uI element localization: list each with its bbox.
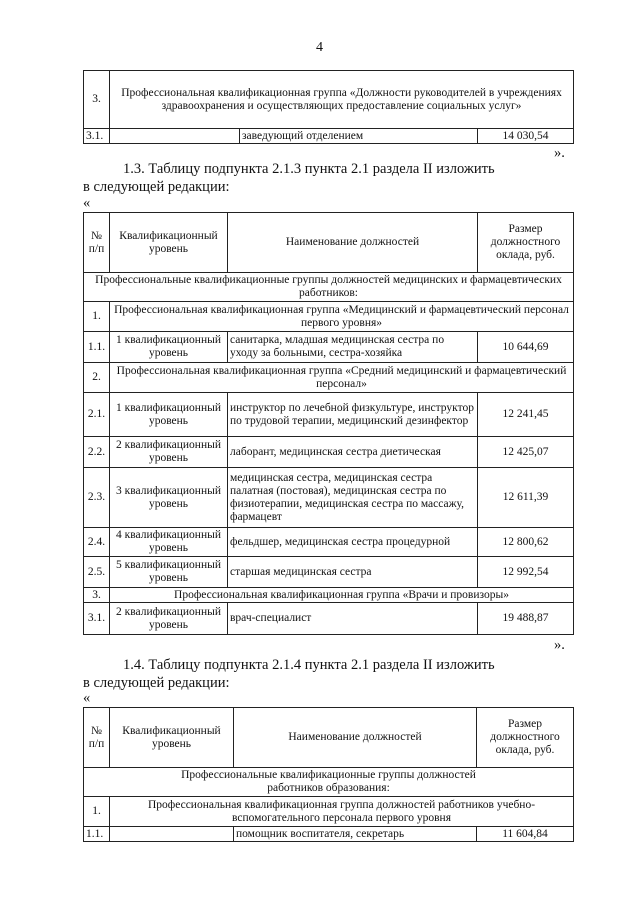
group-row (84, 363, 574, 393)
row-level: 2 квалификационный уровень (110, 437, 228, 468)
paragraph-line: 1.4. Таблицу подпункта 2.1.4 пункта 2.1 раздела II изложить (123, 657, 495, 673)
row-position: медицинская сестра, медицинская сестра палатная (постовая), медицинская сестра по физиотерапии, медицинская сестра по массажу, фармацевт (228, 468, 478, 528)
group-title: Профессиональная квалификационная группа «Средний медицинский и фармацевтический персонал» (110, 363, 574, 393)
row-position: заведующий отделением (240, 129, 478, 144)
group-row (84, 302, 574, 332)
closing-quote: ». (554, 637, 565, 653)
row-position: инструктор по лечебной физкультуре, инструктор по трудовой терапии, медицинский дезинфектор (228, 393, 478, 437)
header-position: Наименование должностей (234, 708, 477, 768)
group-row (84, 588, 574, 603)
table-row (84, 528, 574, 557)
row-position: помощник воспитателя, секретарь (234, 827, 477, 842)
row-salary: 10 644,69 (478, 332, 574, 363)
header-level: Квалификационный уровень (110, 213, 228, 273)
row-position: санитарка, младшая медицинская сестра по уходу за больными, сестра-хозяйка (228, 332, 478, 363)
table-row (84, 603, 574, 635)
group-title: Профессиональная квалификационная группа должностей работников учебно-вспомогательного персонала первого уровня (110, 797, 574, 827)
group-number: 3. (84, 71, 110, 129)
table-row (84, 393, 574, 437)
opening-quote: « (83, 195, 91, 211)
group-number: 1. (84, 797, 110, 827)
paragraph-line: 1.3. Таблицу подпункта 2.1.3 пункта 2.1 раздела II изложить (123, 161, 495, 177)
section-row (84, 273, 574, 302)
group-number: 1. (84, 302, 110, 332)
table-row (84, 332, 574, 363)
table-row (84, 129, 574, 144)
table-header-row (84, 708, 574, 768)
table-a (83, 70, 574, 144)
row-position: врач-специалист (228, 603, 478, 635)
row-salary: 12 800,62 (478, 528, 574, 557)
row-level (110, 129, 240, 144)
row-salary: 12 241,45 (478, 393, 574, 437)
row-number: 3.1. (84, 603, 110, 635)
row-number: 1.1. (84, 332, 110, 363)
row-number: 2.5. (84, 557, 110, 588)
row-number: 1.1. (84, 827, 110, 842)
header-salary: Размер должностного оклада, руб. (478, 213, 574, 273)
group-title: Профессиональная квалификационная группа «Медицинский и фармацевтический персонал первого уровня» (110, 302, 574, 332)
paragraph-1-4 (83, 656, 573, 692)
table-row (84, 827, 574, 842)
table-header-row (84, 213, 574, 273)
header-level: Квалификационный уровень (110, 708, 234, 768)
table-c (83, 707, 574, 842)
table-row (84, 71, 574, 129)
row-salary: 12 611,39 (478, 468, 574, 528)
closing-quote: ». (554, 145, 565, 161)
row-number: 3.1. (84, 129, 110, 144)
row-position: лаборант, медицинская сестра диетическая (228, 437, 478, 468)
row-level: 1 квалификационный уровень (110, 332, 228, 363)
group-title: Профессиональная квалификационная группа «Врачи и провизоры» (110, 588, 574, 603)
row-level: 3 квалификационный уровень (110, 468, 228, 528)
row-number: 2.3. (84, 468, 110, 528)
paragraph-line: в следующей редакции: (83, 675, 230, 691)
paragraph-1-3 (83, 160, 573, 196)
paragraph-line: в следующей редакции: (83, 179, 230, 195)
row-salary: 19 488,87 (478, 603, 574, 635)
page-number: 4 (316, 40, 323, 55)
section-row (84, 768, 574, 797)
row-position: фельдшер, медицинская сестра процедурной (228, 528, 478, 557)
row-number: 2.4. (84, 528, 110, 557)
table-row (84, 468, 574, 528)
table-row (84, 437, 574, 468)
header-position: Наименование должностей (228, 213, 478, 273)
row-level (110, 827, 234, 842)
row-number: 2.2. (84, 437, 110, 468)
group-title: Профессиональная квалификационная группа «Должности руководителей в учреждениях здравоохранения и осуществляющих предоставление социальных услуг» (110, 71, 574, 129)
section-title: Профессиональные квалификационные группы должностей медицинских и фармацевтических работников: (84, 273, 574, 302)
section-title: Профессиональные квалификационные группы должностей работников образования: (84, 768, 574, 797)
row-number: 2.1. (84, 393, 110, 437)
row-salary: 12 992,54 (478, 557, 574, 588)
row-level: 1 квалификационный уровень (110, 393, 228, 437)
row-level: 4 квалификационный уровень (110, 528, 228, 557)
header-num: № п/п (84, 213, 110, 273)
table-row (84, 557, 574, 588)
group-row (84, 797, 574, 827)
header-num: № п/п (84, 708, 110, 768)
table-b (83, 212, 574, 635)
row-level: 5 квалификационный уровень (110, 557, 228, 588)
group-number: 3. (84, 588, 110, 603)
row-salary: 14 030,54 (478, 129, 574, 144)
group-number: 2. (84, 363, 110, 393)
row-position: старшая медицинская сестра (228, 557, 478, 588)
header-salary: Размер должностного оклада, руб. (477, 708, 574, 768)
row-salary: 11 604,84 (477, 827, 574, 842)
opening-quote: « (83, 690, 91, 706)
row-level: 2 квалификационный уровень (110, 603, 228, 635)
row-salary: 12 425,07 (478, 437, 574, 468)
